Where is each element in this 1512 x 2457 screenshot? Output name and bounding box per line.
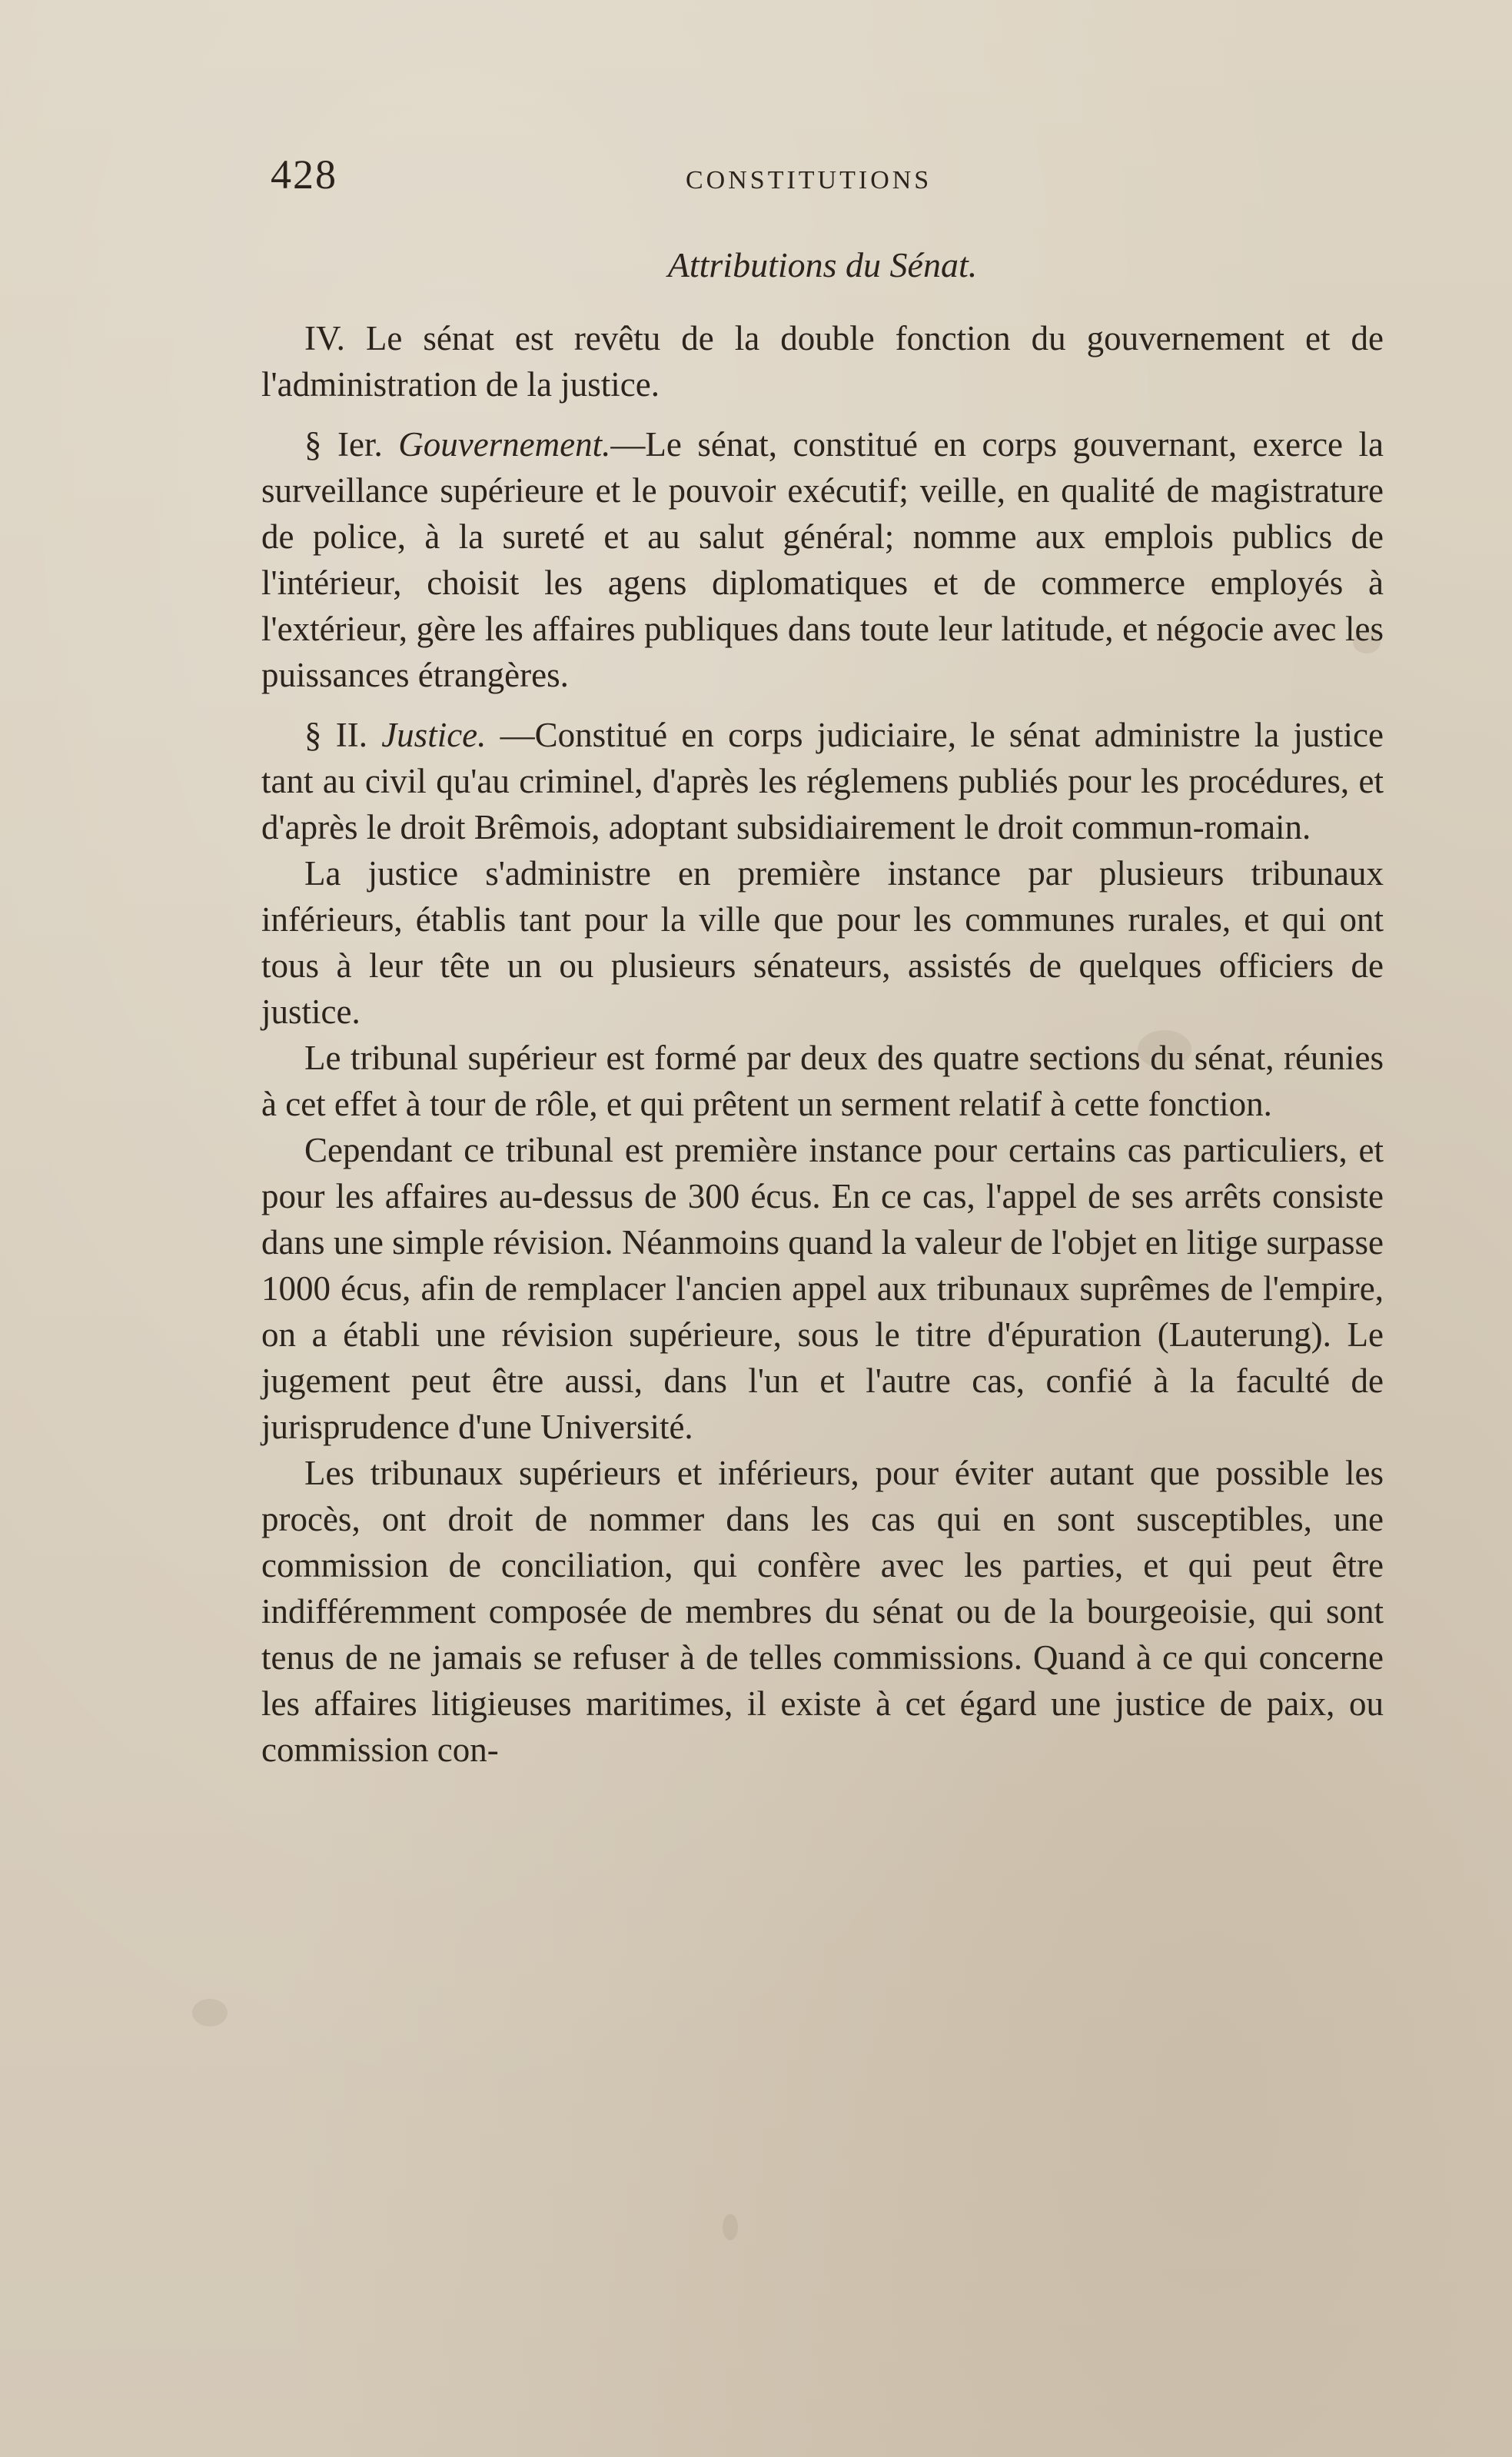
paragraph: [261, 315, 1384, 407]
paragraph-text: Les tribunaux supérieurs et inférieurs, pour éviter autant que possible les procès, ont droit de nommer dans les cas qui en sont susceptibles, une commission de conciliation, qui confère avec les parties, et qui peut être indifféremment composée de membres du sénat ou de la bourgeoisie, qui sont tenus de ne jamais se refuser à de telles commissions. Quand à ce qui concerne les affaires litigieuses maritimes, il existe à cet égard une justice de paix, ou commission con-: [261, 1454, 1384, 1769]
paragraph: [261, 421, 1384, 698]
section-lead: Gouvernement.: [398, 425, 611, 464]
paragraph: [261, 1127, 1384, 1450]
paragraph-text: Cependant ce tribunal est première instance pour certains cas particuliers, et pour les affaires au-dessus de 300 écus. En ce cas, l'appel de ses arrêts consiste dans une simple révision. Néanmoins quand la valeur de l'objet en litige surpasse 1000 écus, afin de remplacer l'ancien appel aux tribunaux suprêmes de l'empire, on a établi une révision supérieure, sous le titre d'épuration (Lauterung). Le jugement peut être aussi, dans l'un et l'autre cas, confié à la faculté de jurisprudence d'une Université.: [261, 1131, 1384, 1446]
paragraph: [261, 1450, 1384, 1773]
paragraph-text: —Le sénat, constitué en corps gouvernant, exerce la surveillance supérieure et le pouvoir exécutif; veille, en qualité de magistrature de police, à la sureté et au salut général; nomme aux emplois publics de l'intérieur, choisit les agens diplomatiques et de commerce employés à l'extérieur, gère les affaires publiques dans toute leur latitude, et négocie avec les puissances étrangères.: [261, 425, 1384, 694]
paragraph: [261, 850, 1384, 1035]
paper-stain: [192, 1999, 228, 2026]
section-marker: § II.: [304, 716, 382, 754]
paragraph: [261, 1035, 1384, 1127]
page-number: 428: [271, 151, 337, 198]
paragraph: [261, 712, 1384, 850]
paragraph-text: —Constitué en corps judiciaire, le sénat administre la justice tant au civil qu'au criminel, d'après les réglemens publiés pour les procédures, et d'après le droit Brêmois, adoptant subsidiairement le droit commun-romain.: [261, 716, 1384, 846]
running-head: CONSTITUTIONS: [686, 166, 932, 194]
paper-stain: [723, 2214, 738, 2240]
paragraph-text: IV. Le sénat est revêtu de la double fonction du gouvernement et de l'administration de la justice.: [261, 319, 1384, 404]
section-lead: Justice.: [381, 716, 487, 754]
section-title: Attributions du Sénat.: [667, 245, 978, 284]
page-header: [271, 151, 1370, 212]
paragraph-text: La justice s'administre en première instance par plusieurs tribunaux inférieurs, établis tant pour la ville que pour les communes rurales, et qui ont tous à leur tête un ou plusieurs sénateurs, assistés de quelques officiers de justice.: [261, 854, 1384, 1031]
section-marker: § Ier.: [304, 425, 399, 464]
body-text: [261, 315, 1384, 1773]
paragraph-text: Le tribunal supérieur est formé par deux des quatre sections du sénat, réunies à cet effet à tour de rôle, et qui prêtent un serment relatif à cette fonction.: [261, 1039, 1384, 1123]
